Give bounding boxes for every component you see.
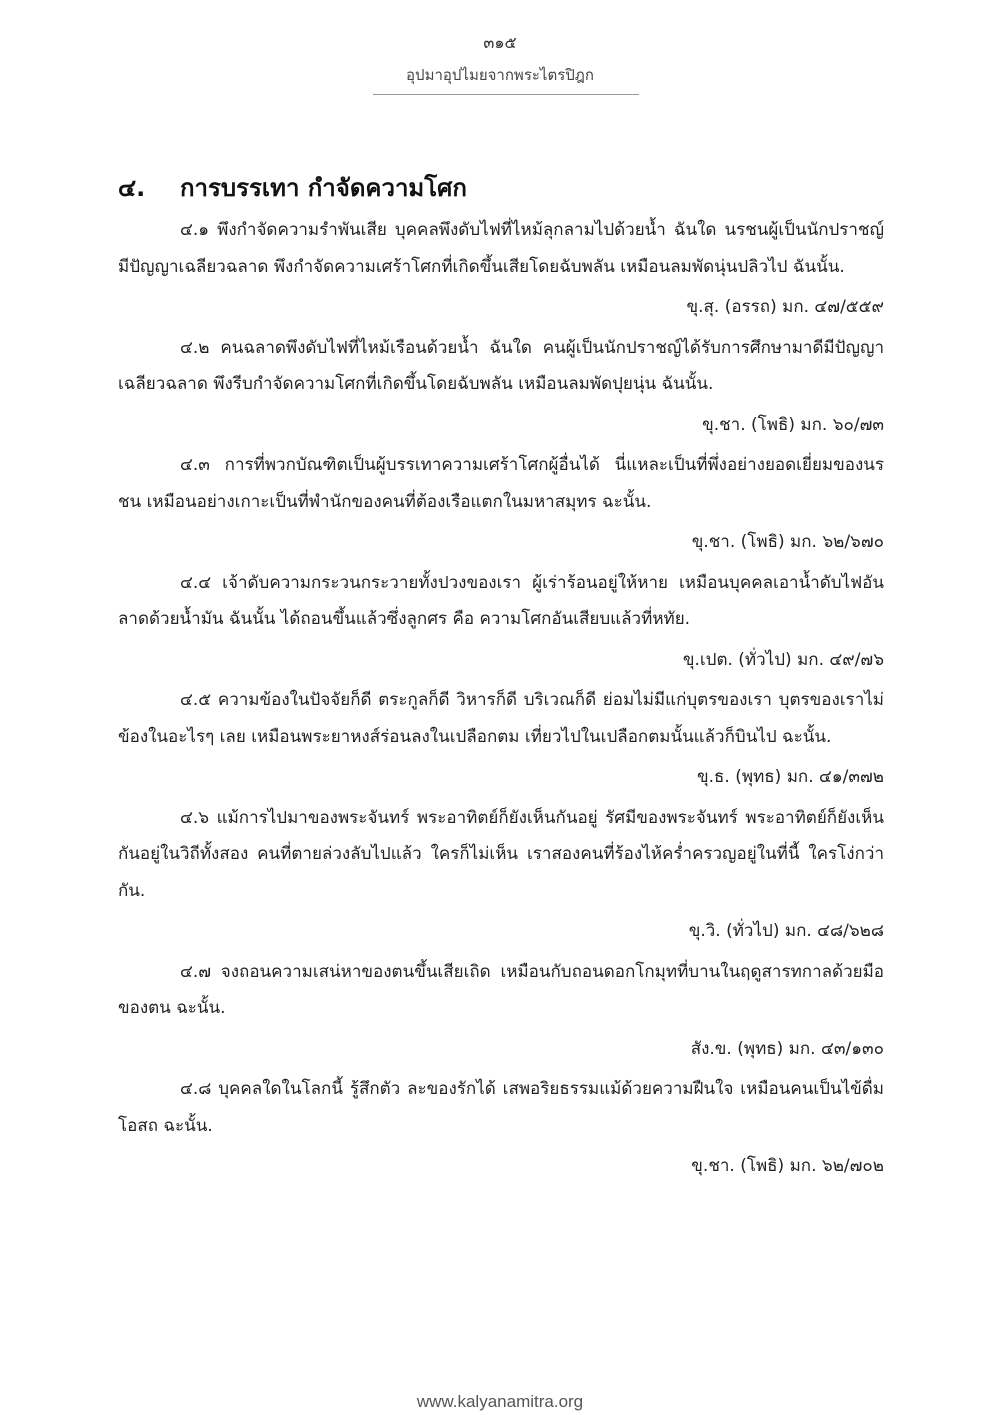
paragraph-4-5: ๔.๕ ความข้องในปัจจัยก็ดี ตระกูลก็ดี วิหารก็ดี บริเวณก็ดี ย่อมไม่มีแก่บุตรของเรา บุตรของเราไม่ข้องในอะไรๆ เลย เหมือนพระยาหงส์ร่อนลงในเปลือกตม เที่ยวไปในเปลือกตมนั้นแล้วก็บินไป ฉะนั้น.: [118, 690, 884, 747]
paragraph-4-1: ๔.๑ พึงกำจัดความรำพันเสีย บุคคลพึงดับไฟที่ไหม้ลุกลามไปด้วยน้ำ ฉันใด นรชนผู้เป็นนักปราชญ์มีปัญญาเฉลียวฉลาด พึงกำจัดความเศร้าโศกที่เกิดขึ้นเสียโดยฉับพลัน เหมือนลมพัดนุ่นปลิวไป ฉันนั้น.: [118, 220, 884, 277]
section-number: ๔.: [118, 174, 146, 202]
citation-4-4: ขุ.เปต. (ทั่วไป) มก. ๔๙/๗๖: [682, 649, 884, 670]
citation-4-2: ขุ.ชา. (โพธิ) มก. ๖๐/๗๓: [702, 414, 884, 435]
page-header: [0, 32, 1000, 86]
footer-website: www.kalyanamitra.org: [416, 1392, 584, 1411]
paragraph-4-4: ๔.๔ เจ้าดับความกระวนกระวายทั้งปวงของเรา ผู้เร่าร้อนอยู่ให้หาย เหมือนบุคคลเอาน้ำดับไฟอันลาดด้วยน้ำมัน ฉันนั้น ได้ถอนขึ้นแล้วซึ่งลูกศร คือ ความโศกอันเสียบแล้วที่หทัย.: [118, 572, 884, 629]
section-title: การบรรเทา กำจัดความโศก: [180, 174, 467, 202]
citation-4-3: ขุ.ชา. (โพธิ) มก. ๖๒/๖๗๐: [691, 532, 884, 552]
paragraph-4-6: ๔.๖ แม้การไปมาของพระจันทร์ พระอาทิตย์ก็ยังเห็นกันอยู่ รัศมีของพระจันทร์ พระอาทิตย์ก็ยังเห็นกันอยู่ในวิถีทั้งสอง คนที่ตายล่วงลับไปแล้ว ใครก็ไม่เห็น เราสองคนที่ร้องไห้คร่ำครวญอยู่ในที่นี้ ใครโง่กว่ากัน.: [118, 807, 884, 901]
paragraph-4-7: ๔.๗ จงถอนความเสน่หาของตนขึ้นเสียเถิด เหมือนกับถอนดอกโกมุทที่บานในฤดูสารทกาลด้วยมือของตน ฉะนั้น.: [118, 961, 884, 1018]
citation-4-7: สัง.ข. (พุทธ) มก. ๔๓/๑๓๐: [690, 1038, 884, 1059]
paragraph-4-3: ๔.๓ การที่พวกบัณฑิตเป็นผู้บรรเทาความเศร้าโศกผู้อื่นได้ นี่แหละเป็นที่พึ่งอย่างยอดเยี่ยมของนรชน เหมือนอย่างเกาะเป็นที่พำนักของคนที่ต้องเรือแตกในมหาสมุทร ฉะนั้น.: [118, 455, 884, 512]
page-number: ๓๑๕: [483, 33, 517, 52]
section-heading: [118, 170, 884, 206]
paragraph-4-8: ๔.๘ บุคคลใดในโลกนี้ รู้สึกตัว ละของรักได้ เสพอริยธรรมแม้ด้วยความฝืนใจ เหมือนคนเป็นไข้ดื่มโอสถ ฉะนั้น.: [118, 1079, 884, 1136]
header-divider: [373, 94, 639, 95]
paragraph-4-2: ๔.๒ คนฉลาดพึงดับไฟที่ไหม้เรือนด้วยน้ำ ฉันใด คนผู้เป็นนักปราชญ์ได้รับการศึกษามาดีมีปัญญาเฉลียวฉลาด พึงรีบกำจัดความโศกที่เกิดขึ้นโดยฉับพลัน เหมือนลมพัดปุยนุ่น ฉันนั้น.: [118, 337, 884, 394]
citation-4-8: ขุ.ชา. (โพธิ) มก. ๖๒/๗๐๒: [691, 1156, 884, 1176]
citation-4-5: ขุ.ธ. (พุทธ) มก. ๔๑/๓๗๒: [697, 767, 884, 787]
citation-4-6: ขุ.วิ. (ทั่วไป) มก. ๔๘/๖๒๘: [688, 921, 884, 941]
citation-4-1: ขุ.สุ. (อรรถ) มก. ๔๗/๕๕๙: [686, 297, 884, 317]
page-content: [118, 170, 884, 1189]
running-title: อุปมาอุปไมยจากพระไตรปิฎก: [406, 66, 594, 84]
